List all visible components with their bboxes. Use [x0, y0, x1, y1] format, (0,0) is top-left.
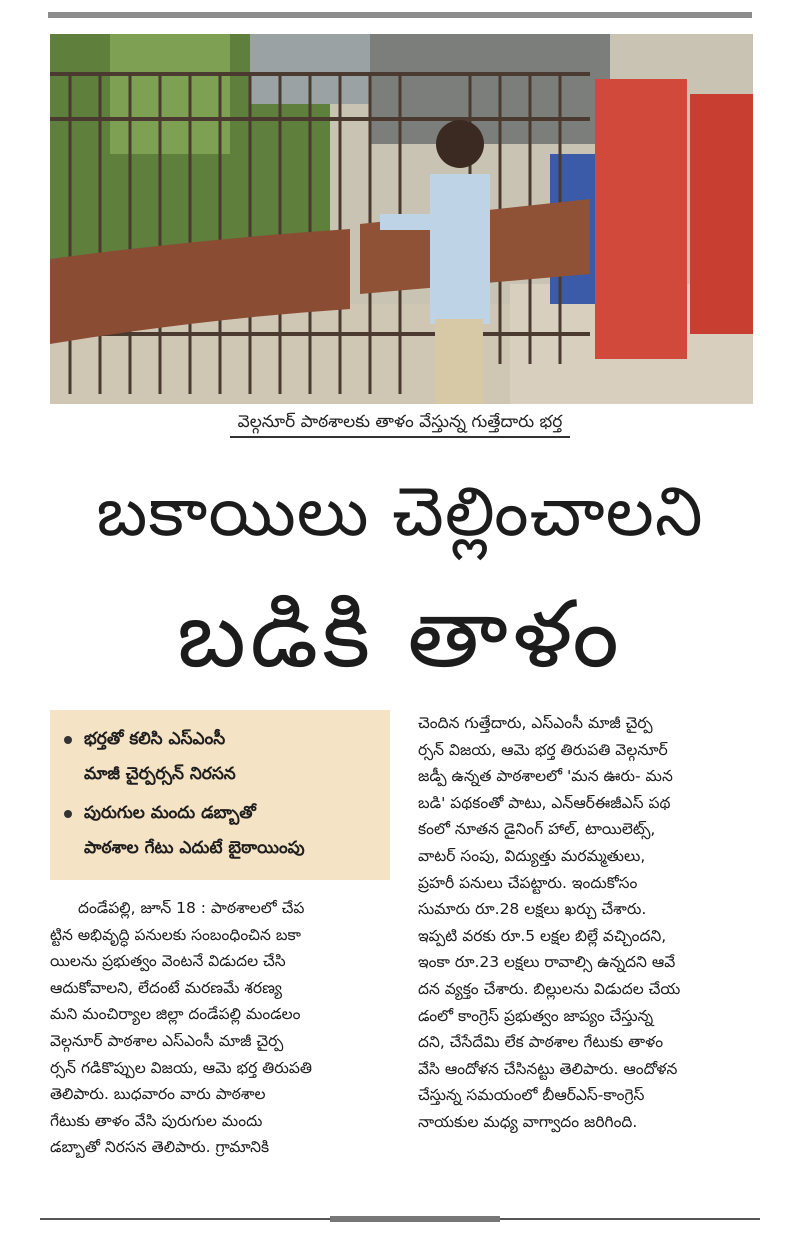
body-line: ర్సన్ గడికొప్పుల విజయ, ఆమె భర్త తిరుపతి [50, 1058, 313, 1077]
body-line: తెలిపారు. బుధవారం వారు పాఠశాల [50, 1085, 266, 1104]
news-photo [50, 34, 753, 404]
bullet-icon [64, 736, 72, 744]
body-line: ర్సన్ విజయ, ఆమె భర్త తిరుపతి వెల్గనూర్ [418, 740, 668, 759]
highlights-box [50, 710, 390, 880]
highlight-item [60, 796, 380, 866]
photo-caption-text: వెల్గనూర్ పాఠశాలకు తాళం వేస్తున్న గుత్తేదారు భర్త [230, 410, 571, 438]
highlight-item [60, 722, 380, 792]
body-line: ఆదుకోవాలని, లేదంటే మరణమే శరణ్య [50, 978, 283, 997]
body-line: దని, చేసేదేమి లేక పాఠశాల గేటుకు తాళం [418, 1033, 664, 1052]
body-line: యిలను ప్రభుత్వం వెంటనే విడుదల చేసి [50, 952, 286, 971]
body-line: డంలో కాంగ్రెస్ ప్రభుత్వం జాప్యం చేస్తున్న [418, 1006, 654, 1025]
body-line: సుమారు రూ.28 లక్షలు ఖర్చు చేశారు. [418, 900, 647, 919]
highlight-line: భర్తతో కలిసి ఎస్ఎంసీ [84, 729, 226, 749]
headline-line-1: బకాయిలు చెల్లించాలని [96, 473, 704, 552]
body-line: వేసి ఆందోళన చేసినట్టు తెలిపారు. ఆందోళన [418, 1059, 678, 1078]
body-line: ట్టిన అభివృద్ధి పనులకు సంబంధించిన బకా [50, 925, 301, 944]
highlight-line: పురుగుల మందు డబ్బాతో [84, 803, 256, 823]
body-line: ఇప్పటి వరకు రూ.5 లక్షల బిల్లే వచ్చిందని, [418, 926, 667, 945]
body-line: జడ్పీ ఉన్నత పాఠశాలలో 'మన ఊరు- మన [418, 767, 673, 786]
bullet-icon [64, 810, 72, 818]
body-line: ఇంకా రూ.23 లక్షలు రావాల్సి ఉన్నదని ఆవే [418, 953, 676, 972]
body-line: గేటుకు తాళం వేసి పురుగుల మందు [50, 1111, 263, 1130]
highlight-line: పాఠశాల గేటు ఎదుటే బైఠాయింపు [84, 838, 305, 858]
photo-caption [0, 410, 800, 438]
body-line: మని మంచిర్యాల జిల్లా దండేపల్లి మండలం [50, 1005, 301, 1024]
body-line: డబ్బాతో నిరసన తెలిపారు. గ్రామానికి [50, 1138, 270, 1157]
body-line: కంలో నూతన డైనింగ్ హాల్, టాయిలెట్స్, [418, 820, 656, 839]
headline-line-2: బడికి తాళం [177, 581, 623, 688]
bottom-rule-accent [330, 1216, 500, 1222]
body-line: వెల్గనూర్ పాఠశాల ఎస్ఎంసీ మాజీ చైర్ప [50, 1031, 284, 1050]
body-line: దన వ్యక్తం చేశారు. బిల్లులను విడుదల చేయ [418, 979, 681, 998]
school-gate-photo [50, 34, 753, 404]
article-body-left-column [50, 895, 390, 1161]
body-line: చెందిన గుత్తేదారు, ఎస్ఎంసీ మాజీ చైర్ప [418, 714, 653, 732]
body-line: ప్రహరీ పనులు చేపట్టారు. ఇందుకోసం [418, 873, 638, 892]
body-line: వాటర్ సంపు, విద్యుత్తు మరమ్మతులు, [418, 846, 646, 865]
body-line: నాయకుల మధ్య వాగ్వాదం జరిగింది. [418, 1112, 638, 1131]
top-rule [48, 12, 752, 18]
body-line: దండేపల్లి, జూన్ 18 : పాఠశాలలో చేప [78, 899, 305, 917]
article-body-right-column [418, 710, 758, 1136]
body-line: చేస్తున్న సమయంలో బీఆర్ఎస్-కాంగ్రెస్ [418, 1086, 645, 1105]
body-line: బడి' పథకంతో పాటు, ఎన్ఆర్ఈజీఎస్ పథ [418, 793, 671, 812]
highlight-line: మాజీ చైర్పర్సన్ నిరసన [84, 764, 236, 784]
